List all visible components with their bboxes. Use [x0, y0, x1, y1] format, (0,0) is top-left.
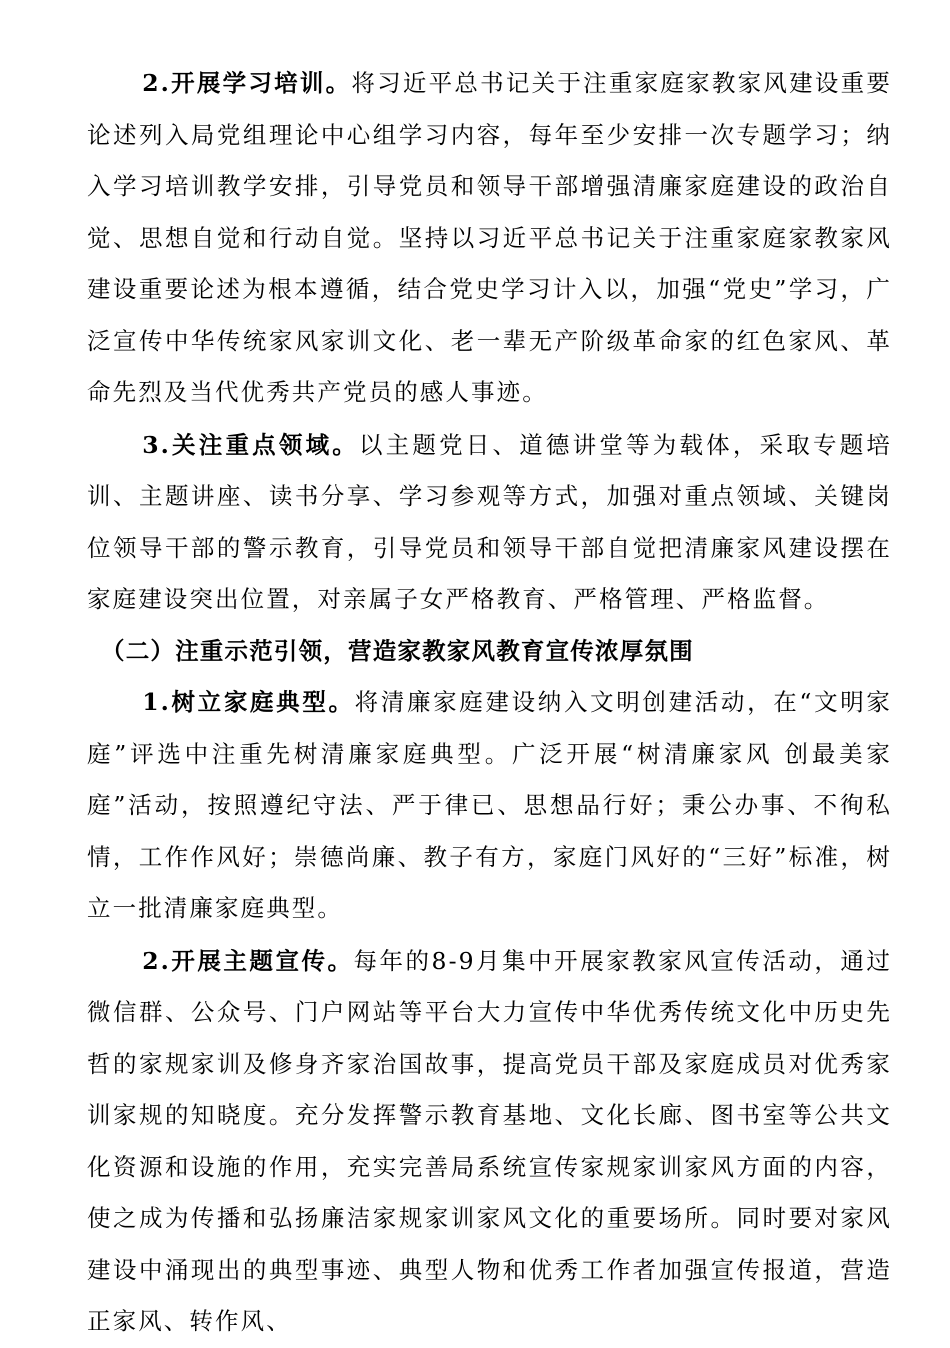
- paragraph-text: 每年的8-9月集中开展家教家风宣传活动，通过微信群、公众号、门户网站等平台大力宣传中华优秀传统文化中历史先哲的家规家训及修身齐家治国故事，提高党员干部及家庭成员对优秀家训家规的知晓度。充分发挥警示教育基地、文化长廊、图书室等公共文化资源和设施的作用，充实完善局系统宣传家规家训家风方面的内容，使之成为传播和弘扬廉洁家规家训家风文化的重要场所。同时要对家风建设中涌现出的典型事迹、典型人物和优秀工作者加强宣传报道，营造正家风、转作风、: [87, 946, 892, 1335]
- paragraph-family-models: [87, 677, 892, 935]
- section-heading: （二）注重示范引领，营造家教家风教育宣传浓厚氛围: [101, 636, 694, 665]
- paragraph-heading: 1.树立家庭典型。: [142, 688, 355, 716]
- document-body: [87, 58, 892, 1348]
- paragraph-heading: 3.关注重点领域。: [142, 430, 359, 459]
- paragraph-heading: 2.开展主题宣传。: [142, 946, 354, 975]
- paragraph-heading: 2.开展学习培训。: [142, 69, 352, 97]
- paragraph-key-areas: [87, 420, 892, 626]
- paragraph-text: 将清廉家庭建设纳入文明创建活动，在“文明家庭”评选中注重先树清廉家庭典型。广泛开展“树清廉家风 创最美家庭”活动，按照遵纪守法、严于律已、思想品行好；秉公办事、不徇私情，工作作风好；崇德尚廉、教子有方，家庭门风好的“三好”标准，树立一批清廉家庭典型。: [87, 688, 892, 922]
- paragraph-study-training: [87, 58, 892, 419]
- paragraph-theme-publicity: [87, 936, 892, 1348]
- paragraph-text: 以主题党日、道德讲堂等为载体，采取专题培训、主题讲座、读书分享、学习参观等方式，加强对重点领域、关键岗位领导干部的警示教育，引导党员和领导干部自觉把清廉家风建设摆在家庭建设突出位置，对亲属子女严格教育、严格管理、严格监督。: [87, 430, 893, 613]
- paragraph-text: 将习近平总书记关于注重家庭家教家风建设重要论述列入局党组理论中心组学习内容，每年至少安排一次专题学习；纳入学习培训教学安排，引导党员和领导干部增强清廉家庭建设的政治自觉、思想自觉和行动自觉。坚持以习近平总书记关于注重家庭家教家风建设重要论述为根本遵循，结合党史学习计入以，加强“党史”学习，广泛宣传中华传统家风家训文化、老一辈无产阶级革命家的红色家风、革命先烈及当代优秀共产党员的感人事迹。: [87, 69, 892, 406]
